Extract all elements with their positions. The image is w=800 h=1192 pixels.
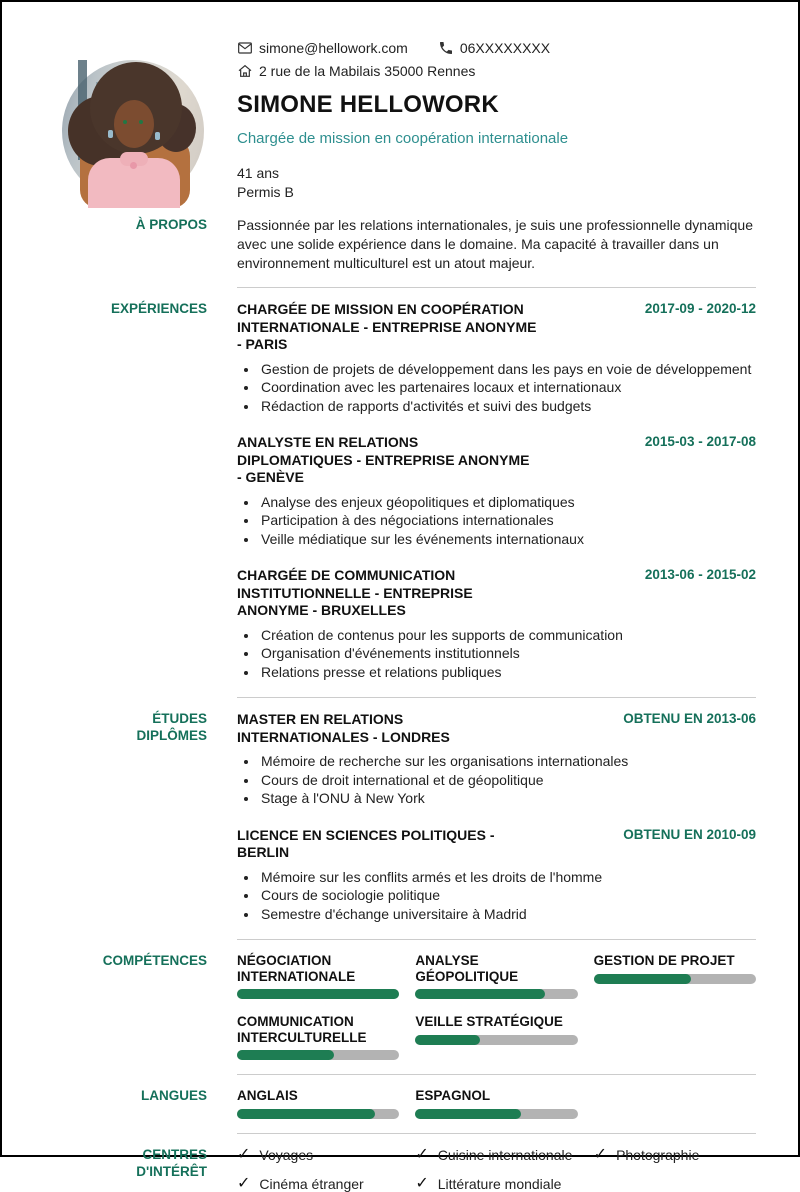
section-education [62,697,756,925]
driving-license-text: Permis B [237,184,294,200]
skills-grid [237,953,756,1060]
education-title: MASTER EN RELATIONS INTERNATIONALES - LONDRES [237,711,450,745]
skill-name: GESTION DE PROJET [593,953,735,968]
education-label-line2: DIPLÔMES [136,728,207,743]
experience-bullets [237,626,756,682]
interest-item [415,1176,577,1192]
check-icon: ✓ [237,1145,251,1163]
interest-label: Cinéma étranger [259,1175,364,1192]
skills-section-label: COMPÉTENCES [102,953,207,968]
languages-section-label: LANGUES [140,1088,207,1103]
skill-item [237,953,399,999]
skill-bar-fill [237,989,399,999]
interest-item [594,1147,756,1163]
profile-photo [62,60,204,202]
experiences-section-label: EXPÉRIENCES [110,301,207,316]
header-info [237,40,568,202]
personal-meta [237,164,568,202]
language-item [415,1088,577,1119]
section-skills [62,939,756,1060]
bullet-item: • Veille médiatique sur les événements internationaux [259,530,756,549]
person-name: SIMONE HELLOWORK [237,91,499,118]
language-name: ESPAGNOL [415,1088,491,1103]
email-text: simone@hellowork.com [259,40,408,56]
age-text: 41 ans [237,165,280,181]
experience-entry [237,301,756,415]
language-bar-track [237,1109,399,1119]
interest-label: Photographie [616,1146,700,1163]
interest-item [237,1176,399,1192]
interest-item [415,1147,577,1163]
check-icon: ✓ [237,1174,251,1192]
section-about [62,216,756,273]
section-experiences [62,287,756,683]
skill-item [415,953,577,999]
about-section-label: À PROPOS [135,217,207,232]
education-title: LICENCE EN SCIENCES POLITIQUES - BERLIN [237,826,495,860]
interest-label: Littérature mondiale [437,1175,562,1192]
bullet-item: • Analyse des enjeux géopolitiques et diplomatiques [259,493,756,512]
skill-name: ANALYSE GÉOPOLITIQUE [415,953,519,984]
skill-bar-fill [415,989,545,999]
bullet-item: • Création de contenus pour les supports de communication [259,626,756,645]
skill-bar-track [415,989,577,999]
language-bar-fill [415,1109,521,1119]
language-bar-fill [237,1109,375,1119]
bullet-item: • Semestre d'échange universitaire à Madrid [259,905,756,924]
language-bar-track [415,1109,577,1119]
about-text: Passionnée par les relations internationales, je suis une professionnelle dynamique avec une solide expérience dans le domaine. Ma capacité à travailler dans un environnement multiculturel est un atout majeur. [237,217,753,271]
job-title: Chargée de mission en coopération internationale [237,130,569,147]
skill-name: COMMUNICATION INTERCULTURELLE [237,1014,367,1045]
language-item [237,1088,399,1119]
contact-row-1 [237,40,568,56]
skill-bar-fill [237,1050,334,1060]
experience-title: CHARGÉE DE COMMUNICATION INSTITUTIONNELLE - ENTREPRISE ANONYME - BRUXELLES [237,567,473,618]
skill-item [237,1014,399,1060]
skill-bar-track [237,1050,399,1060]
experience-date: 2017-09 - 2020-12 [644,301,756,316]
check-icon: ✓ [415,1145,429,1163]
languages-grid [237,1088,756,1119]
experience-title: CHARGÉE DE MISSION EN COOPÉRATION INTERNATIONALE - ENTREPRISE ANONYME - PARIS [237,301,537,352]
bullet-item: • Coordination avec les partenaires locaux et internationaux [259,378,756,397]
bullet-item: • Cours de sociologie politique [259,886,756,905]
skill-name: VEILLE STRATÉGIQUE [415,1014,563,1029]
education-label-line1: ÉTUDES [152,711,207,726]
check-icon: ✓ [415,1174,429,1192]
language-name: ANGLAIS [237,1088,298,1103]
section-interests [62,1133,756,1192]
education-date: OBTENU EN 2013-06 [623,711,756,726]
interest-label: Cuisine internationale [437,1146,573,1163]
education-entry [237,827,756,924]
email-pair [237,40,408,56]
phone-pair [438,40,550,56]
interest-item [237,1147,399,1163]
experience-bullets [237,360,756,416]
interests-label-line1: CENTRES [142,1146,207,1162]
section-languages [62,1074,756,1119]
address-pair [237,63,475,79]
education-bullets [237,752,756,808]
skill-item [594,953,756,999]
skill-bar-track [237,989,399,999]
interests-grid [237,1147,756,1192]
skill-name: NÉGOCIATION INTERNATIONALE [237,953,356,984]
bullet-item: • Gestion de projets de développement dans les pays en voie de développement [259,360,756,379]
home-icon [237,63,253,79]
phone-text: 06XXXXXXXX [459,40,551,56]
check-icon: ✓ [593,1145,608,1163]
skill-bar-fill [415,1035,480,1045]
experience-bullets [237,493,756,549]
bullet-item: • Mémoire sur les conflits armés et les droits de l'homme [259,868,756,887]
skill-bar-track [415,1035,577,1045]
experience-entry [237,434,756,548]
experience-date: 2013-06 - 2015-02 [644,567,756,582]
skill-item [415,1014,577,1060]
bullet-item: • Organisation d'événements institutionnels [259,644,756,663]
interests-label-line2: D'INTÉRÊT [136,1163,207,1179]
contact-row-2 [237,63,568,79]
bullet-item: • Cours de droit international et de géopolitique [259,771,756,790]
bullet-item: • Stage à l'ONU à New York [259,789,756,808]
education-section-label [62,697,207,925]
address-text: 2 rue de la Mabilais 35000 Rennes [259,63,476,79]
experience-date: 2015-03 - 2017-08 [644,434,756,449]
bullet-item: • Mémoire de recherche sur les organisations internationales [259,752,756,771]
cv-header [62,40,756,202]
education-date: OBTENU EN 2010-09 [623,826,756,842]
bullet-item: • Rédaction de rapports d'activités et suivi des budgets [259,397,756,416]
bullet-item: • Participation à des négociations internationales [259,511,756,530]
interest-label: Voyages [259,1146,314,1163]
email-icon [237,40,253,56]
interests-section-label [62,1133,207,1192]
experience-entry [237,567,756,681]
bullet-item: • Relations presse et relations publiques [259,663,756,682]
experience-title: ANALYSTE EN RELATIONS DIPLOMATIQUES - ENTREPRISE ANONYME - GENÈVE [237,434,530,485]
skill-bar-track [594,974,756,984]
education-bullets [237,868,756,924]
phone-icon [438,40,454,56]
education-entry [237,711,756,808]
skill-bar-fill [594,974,691,984]
